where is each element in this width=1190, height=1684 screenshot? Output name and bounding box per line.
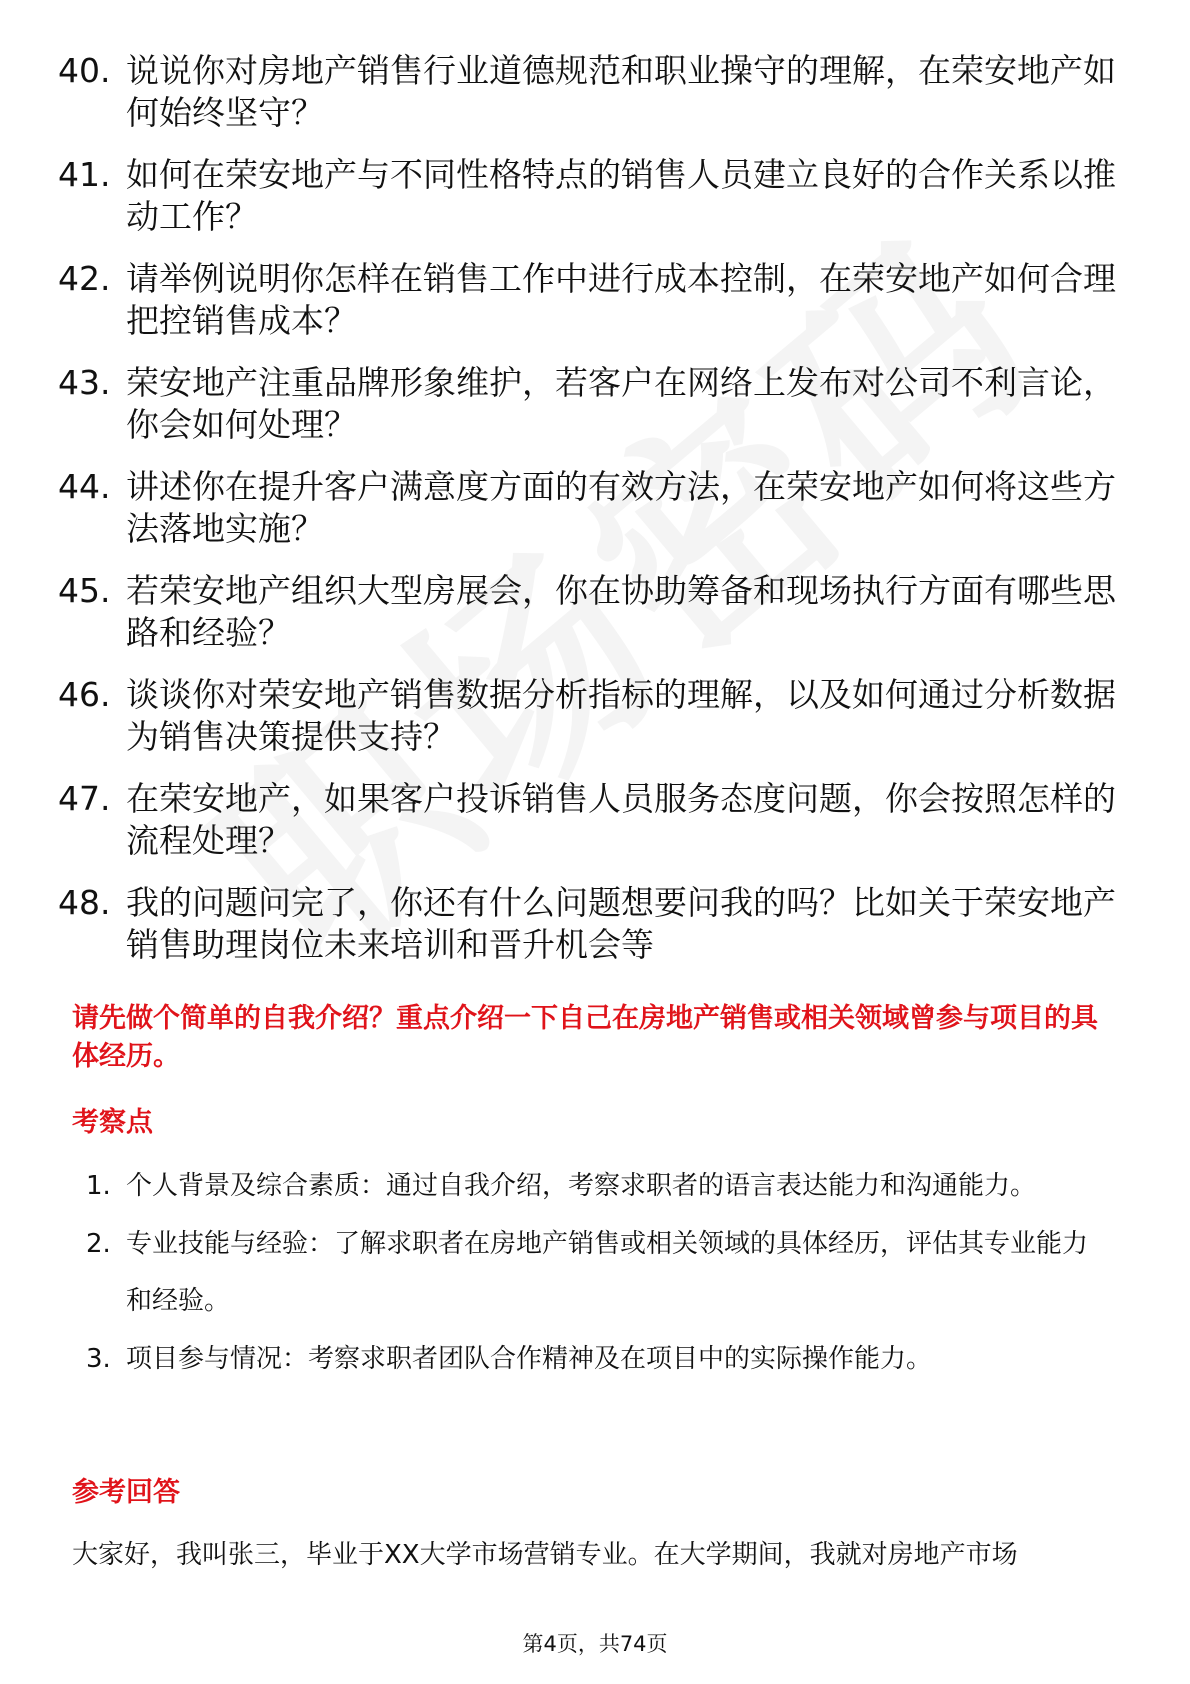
point-text: 项目参与情况：考察求职者团队合作精神及在项目中的实际操作能力。 [126, 1344, 933, 1374]
question-item [58, 570, 1118, 654]
question-number: 46. [58, 675, 111, 714]
question-list [58, 50, 1118, 986]
question-item [58, 154, 1118, 238]
point-number: 1. [86, 1171, 111, 1201]
question-item [58, 466, 1118, 550]
question-item [58, 674, 1118, 758]
question-text: 如何在荣安地产与不同性格特点的销售人员建立良好的合作关系以推动工作？ [126, 155, 1116, 236]
highlighted-question: 请先做个简单的自我介绍？重点介绍一下自己在房地产销售或相关领域曾参与项目的具体经历。 [72, 1003, 1098, 1072]
question-number: 48. [58, 883, 111, 922]
assessment-point [86, 1216, 1106, 1330]
question-item [58, 778, 1118, 862]
question-number: 41. [58, 155, 111, 194]
point-number: 3. [86, 1344, 111, 1374]
question-text: 请举例说明你怎样在销售工作中进行成本控制，在荣安地产如何合理把控销售成本？ [126, 259, 1116, 340]
assessment-point [86, 1331, 1106, 1388]
point-text: 个人背景及综合素质：通过自我介绍，考察求职者的语言表达能力和沟通能力。 [126, 1171, 1037, 1201]
section-title-points: 考察点 [72, 1107, 153, 1138]
question-text: 说说你对房地产销售行业道德规范和职业操守的理解，在荣安地产如何始终坚守？ [126, 51, 1116, 132]
question-item [58, 882, 1118, 966]
question-item [58, 50, 1118, 134]
question-text: 我的问题问完了，你还有什么问题想要问我的吗？比如关于荣安地产销售助理岗位未来培训和晋升机会等 [126, 883, 1116, 964]
page-footer: 第4页，共74页 [522, 1632, 668, 1656]
question-number: 47. [58, 779, 111, 818]
assessment-point [86, 1158, 1106, 1215]
question-number: 45. [58, 571, 111, 610]
assessment-points-list [86, 1158, 1106, 1389]
question-number: 42. [58, 259, 111, 298]
question-number: 40. [58, 51, 111, 90]
question-item [58, 258, 1118, 342]
question-text: 在荣安地产，如果客户投诉销售人员服务态度问题，你会按照怎样的流程处理？ [126, 779, 1116, 860]
question-text: 谈谈你对荣安地产销售数据分析指标的理解，以及如何通过分析数据为销售决策提供支持？ [126, 675, 1116, 756]
question-number: 43. [58, 363, 111, 402]
point-text: 专业技能与经验：了解求职者在房地产销售或相关领域的具体经历，评估其专业能力和经验。 [126, 1229, 1089, 1316]
section-title-answer: 参考回答 [72, 1477, 180, 1508]
question-item [58, 362, 1118, 446]
point-number: 2. [86, 1229, 111, 1259]
question-text: 荣安地产注重品牌形象维护，若客户在网络上发布对公司不利言论，你会如何处理？ [126, 363, 1116, 444]
question-text: 若荣安地产组织大型房展会，你在协助筹备和现场执行方面有哪些思路和经验？ [126, 571, 1116, 652]
question-text: 讲述你在提升客户满意度方面的有效方法，在荣安地产如何将这些方法落地实施？ [126, 467, 1116, 548]
reference-answer-text: 大家好，我叫张三，毕业于XX大学市场营销专业。在大学期间，我就对房地产市场 [72, 1540, 1018, 1570]
question-number: 44. [58, 467, 111, 506]
